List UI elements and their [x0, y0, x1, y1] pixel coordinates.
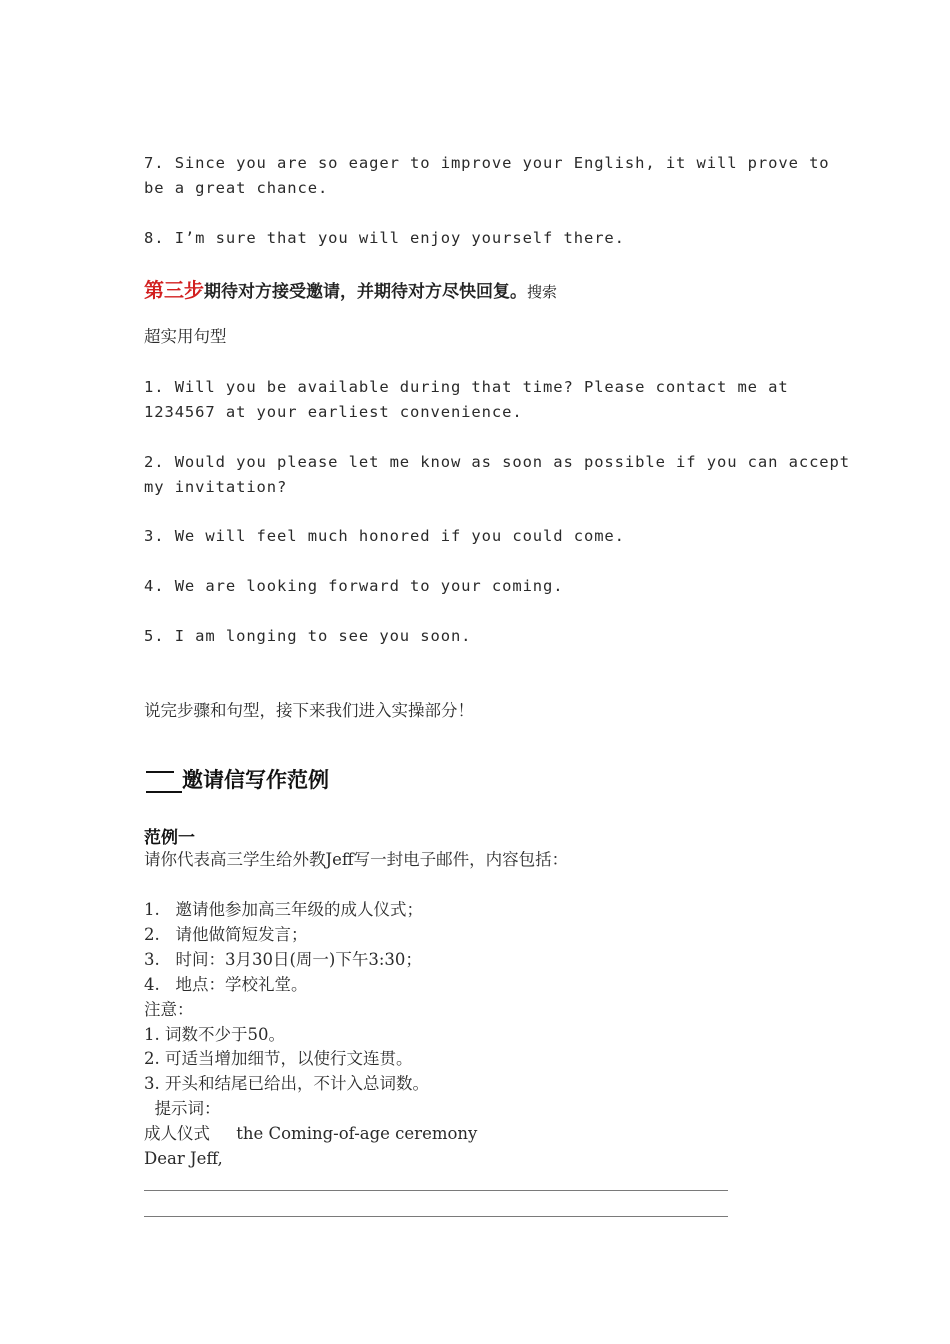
pattern-3: 3. We will feel much honored if you could come. — [144, 527, 625, 545]
example-item-4: 4. 地点：学校礼堂。 — [144, 975, 308, 994]
answer-line-2[interactable] — [144, 1216, 728, 1217]
section-two-heading — [144, 764, 329, 794]
section-two-numeral — [144, 769, 182, 793]
example-one-title: 范例一 — [144, 828, 195, 848]
step-three-heading — [144, 274, 557, 303]
useful-patterns-label: 超实用句型 — [144, 327, 227, 346]
pattern-5: 5. I am longing to see you soon. — [144, 627, 472, 645]
pattern-4: 4. We are looking forward to your coming. — [144, 577, 564, 595]
sentence-7-line-1: 7. Since you are so eager to improve your English, it will prove to — [144, 154, 830, 172]
pattern-1-line-2: 1234567 at your earliest convenience. — [144, 403, 523, 421]
section-two-title: 邀请信写作范例 — [182, 768, 329, 792]
salutation: Dear Jeff, — [144, 1149, 223, 1168]
search-link[interactable]: 搜索 — [527, 283, 558, 301]
answer-line-1[interactable] — [144, 1190, 728, 1191]
pattern-2-line-1: 2. Would you please let me know as soon as possible if you can accept — [144, 453, 850, 471]
note-1: 1. 词数不少于50。 — [144, 1025, 285, 1044]
pattern-1-line-1: 1. Will you be available during that time? Please contact me at — [144, 378, 789, 396]
note-3: 3. 开头和结尾已给出，不计入总词数。 — [144, 1074, 429, 1093]
example-one-prompt: 请你代表高三学生给外教Jeff写一封电子邮件，内容包括： — [144, 850, 569, 869]
pattern-2-line-2: my invitation? — [144, 478, 288, 496]
example-item-1: 1. 邀请他参加高三年级的成人仪式； — [144, 900, 423, 919]
hint-term: 成人仪式 the Coming-of-age ceremony — [144, 1124, 478, 1143]
step-three-label: 第三步 — [144, 278, 204, 302]
sentence-8: 8. I’m sure that you will enjoy yourself there. — [144, 229, 625, 247]
sentence-7-line-2: be a great chance. — [144, 179, 329, 197]
example-item-3: 3. 时间：3月30日(周一)下午3:30； — [144, 950, 422, 969]
notes-label: 注意： — [144, 1000, 194, 1019]
transition-text: 说完步骤和句型，接下来我们进入实操部分！ — [144, 701, 474, 720]
example-item-2: 2. 请他做简短发言； — [144, 925, 308, 944]
hint-label: 提示词： — [144, 1099, 221, 1118]
step-three-text: 期待对方接受邀请，并期待对方尽快回复。 — [204, 282, 527, 302]
note-2: 2. 可适当增加细节，以使行文连贯。 — [144, 1049, 413, 1068]
